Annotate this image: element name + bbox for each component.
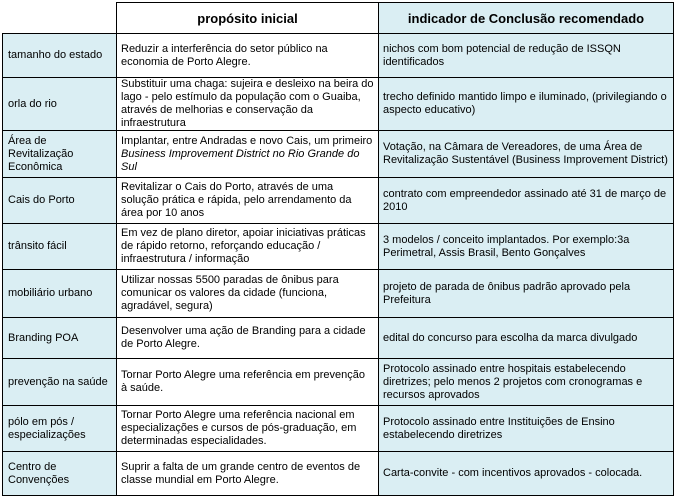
table-row	[3, 406, 674, 452]
row-proposito: Tornar Porto Alegre uma referência nacional em especializações e cursos de pós-graduação, em determinadas especialidades.	[117, 406, 379, 452]
row-proposito: Substituir uma chaga: sujeira e desleixo na beira do lago - pelo estímulo da população com o Guaiba, através de melhorias e conservação da infraestrutura	[117, 78, 379, 131]
row-label: Centro de Convenções	[3, 452, 117, 496]
table-row	[3, 359, 674, 406]
table-row	[3, 224, 674, 270]
row-label: Branding POA	[3, 318, 117, 359]
table-row	[3, 452, 674, 496]
row-label: prevenção na saúde	[3, 359, 117, 406]
row-label: tamanho do estado	[3, 34, 117, 78]
proposito-italic-text: Business Improvement District no Rio Grande do Sul	[121, 147, 360, 173]
header-proposito: propósito inicial	[117, 3, 379, 34]
row-indicador: Protocolo assinado entre Instituições de Ensino estabelecendo diretrizes	[379, 406, 674, 452]
row-label: pólo em pós / especializações	[3, 406, 117, 452]
row-indicador: contrato com empreendedor assinado até 31 de março de 2010	[379, 178, 674, 224]
row-proposito: Utilizar nossas 5500 paradas de ônibus para comunicar os valores da cidade (funciona, agradável, segura)	[117, 270, 379, 318]
row-indicador: trecho definido mantido limpo e iluminado, (privilegiando o aspecto educativo)	[379, 78, 674, 131]
row-label: trânsito fácil	[3, 224, 117, 270]
row-proposito: Revitalizar o Cais do Porto, através de uma solução prática e rápida, pelo arrendamento da área por 10 anos	[117, 178, 379, 224]
table-row	[3, 178, 674, 224]
row-proposito	[117, 131, 379, 178]
row-label: Cais do Porto	[3, 178, 117, 224]
row-indicador: 3 modelos / conceito implantados. Por exemplo:3a Perimetral, Assis Brasil, Bento Gonçalves	[379, 224, 674, 270]
row-indicador: Protocolo assinado entre hospitais estabelecendo diretrizes; pelo menos 2 projetos com cronogramas e recursos aprovados	[379, 359, 674, 406]
row-label: mobiliário urbano	[3, 270, 117, 318]
row-proposito: Reduzir a interferência do setor público na economia de Porto Alegre.	[117, 34, 379, 78]
table-row	[3, 270, 674, 318]
table-row	[3, 78, 674, 131]
row-proposito: Em vez de plano diretor, apoiar iniciativas práticas de rápido retorno, reforçando educação / infraestrutura / informação	[117, 224, 379, 270]
table-container	[2, 2, 674, 496]
row-indicador: projeto de parada de ônibus padrão aprovado pela Prefeitura	[379, 270, 674, 318]
goals-table	[2, 2, 674, 496]
row-proposito: Suprir a falta de um grande centro de eventos de classe mundial em Porto Alegre.	[117, 452, 379, 496]
header-indicador: indicador de Conclusão recomendado	[379, 3, 674, 34]
table-row	[3, 318, 674, 359]
row-indicador: edital do concurso para escolha da marca divulgado	[379, 318, 674, 359]
table-row	[3, 34, 674, 78]
table-row	[3, 131, 674, 178]
row-indicador: nichos com bom potencial de redução de ISSQN identificados	[379, 34, 674, 78]
row-proposito: Desenvolver uma ação de Branding para a cidade de Porto Alegre.	[117, 318, 379, 359]
row-label: orla do rio	[3, 78, 117, 131]
header-row	[3, 3, 674, 34]
proposito-plain-text: Implantar, entre Andradas e novo Cais, um primeiro	[121, 134, 373, 147]
row-proposito: Tornar Porto Alegre uma referência em prevenção à saúde.	[117, 359, 379, 406]
header-empty-cell	[3, 3, 117, 34]
row-indicador: Carta-convite - com incentivos aprovados - colocada.	[379, 452, 674, 496]
row-indicador: Votação, na Câmara de Vereadores, de uma Área de Revitalização Sustentável (Business Improvement District)	[379, 131, 674, 178]
row-label: Área de Revitalização Econômica	[3, 131, 117, 178]
